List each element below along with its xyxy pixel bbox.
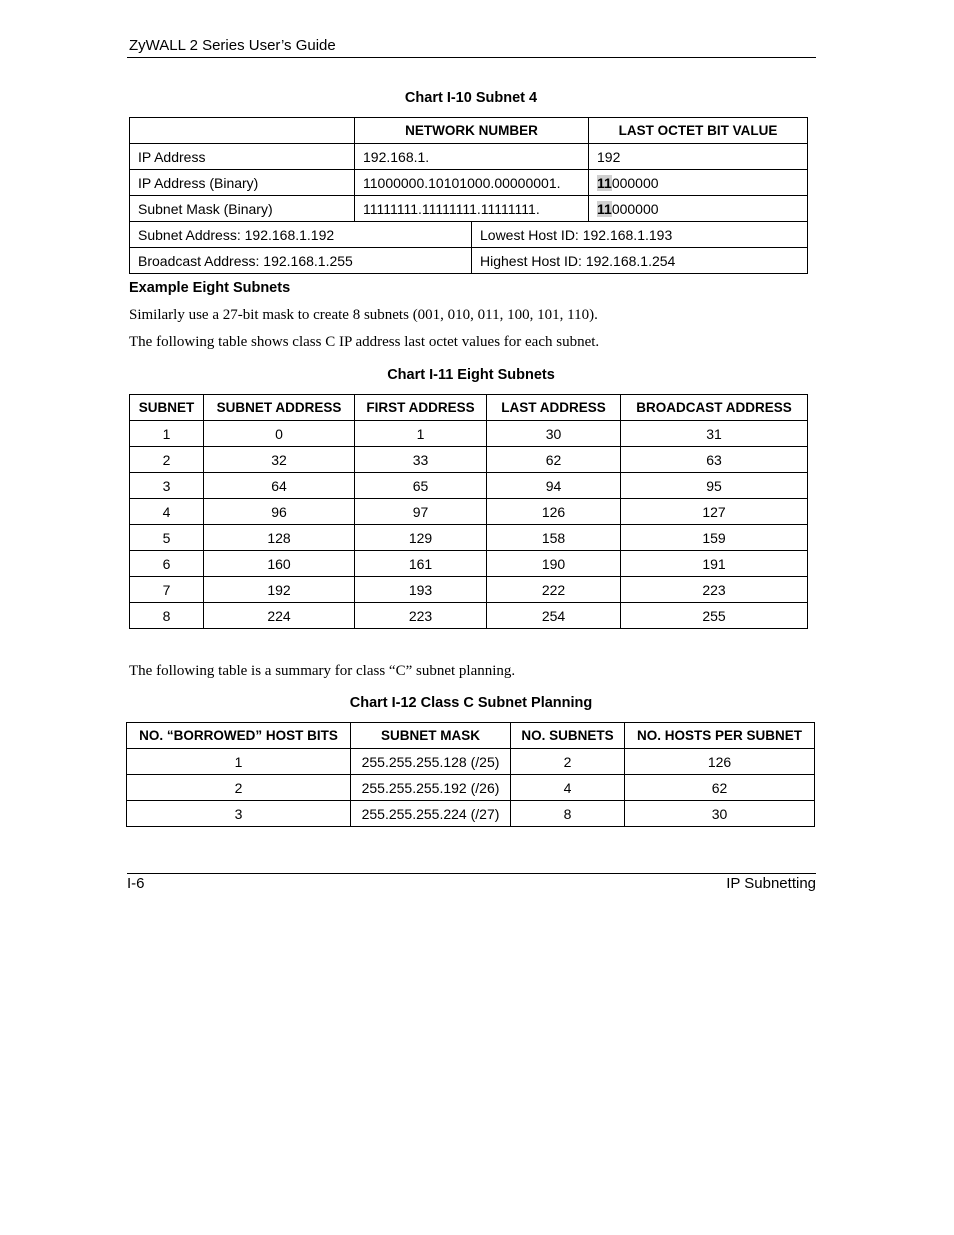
table-cell: 193 <box>355 577 487 603</box>
table-cell: 2 <box>130 447 204 473</box>
table-cell: 192 <box>589 144 808 170</box>
table-cell: 62 <box>487 447 621 473</box>
table-cell: 1 <box>355 421 487 447</box>
table-cell: 254 <box>487 603 621 629</box>
table-header-cell: SUBNET MASK <box>351 723 511 749</box>
footer-section-title: IP Subnetting <box>726 875 816 892</box>
table-header-cell: NO. “BORROWED” HOST BITS <box>127 723 351 749</box>
table-header-cell: SUBNET ADDRESS <box>204 395 355 421</box>
table-row <box>130 170 808 196</box>
table-cell: IP Address <box>130 144 355 170</box>
table-cell: 3 <box>127 801 351 827</box>
chart11-caption: Chart I-11 Eight Subnets <box>387 367 555 383</box>
table-cell: 159 <box>621 525 808 551</box>
table-cell: 2 <box>127 775 351 801</box>
table-cell: 4 <box>130 499 204 525</box>
table-header-cell: NO. HOSTS PER SUBNET <box>625 723 815 749</box>
highlighted-bits: 11 <box>597 200 612 217</box>
table-cell: 1 <box>130 421 204 447</box>
lowest-host-cell: Lowest Host ID: 192.168.1.193 <box>472 222 808 248</box>
table-cell: 0 <box>204 421 355 447</box>
table-cell <box>589 170 808 196</box>
table-cell: 63 <box>621 447 808 473</box>
table-cell: 65 <box>355 473 487 499</box>
table-cell: 129 <box>355 525 487 551</box>
remaining-bits: 000000 <box>611 200 659 217</box>
table-cell: 255 <box>621 603 808 629</box>
table-cell: 96 <box>204 499 355 525</box>
table-cell: 32 <box>204 447 355 473</box>
table-header-cell: SUBNET <box>130 395 204 421</box>
table-row <box>130 551 808 577</box>
table-cell: Subnet Mask (Binary) <box>130 196 355 222</box>
table-cell: 31 <box>621 421 808 447</box>
footer-rule <box>127 873 816 874</box>
paragraph: The following table shows class C IP address last octet values for each subnet. <box>129 334 600 350</box>
table-row <box>127 749 815 775</box>
table-cell: 8 <box>511 801 625 827</box>
table-header-row <box>130 395 808 421</box>
table-row <box>127 775 815 801</box>
table-cell: 5 <box>130 525 204 551</box>
table-cell: 3 <box>130 473 204 499</box>
chart11-table <box>129 394 808 629</box>
table-row <box>130 525 808 551</box>
table-row <box>130 248 808 274</box>
table-header-cell: BROADCAST ADDRESS <box>621 395 808 421</box>
table-cell: 255.255.255.128 (/25) <box>351 749 511 775</box>
table-cell: 255.255.255.224 (/27) <box>351 801 511 827</box>
table-row <box>130 196 808 222</box>
table-row <box>130 577 808 603</box>
chart12-table <box>126 722 815 827</box>
table-cell: 64 <box>204 473 355 499</box>
highest-host-cell: Highest Host ID: 192.168.1.254 <box>472 248 808 274</box>
broadcast-address-cell: Broadcast Address: 192.168.1.255 <box>130 248 472 274</box>
table-row <box>130 499 808 525</box>
chart10-table <box>129 117 808 274</box>
table-cell: 95 <box>621 473 808 499</box>
table-row <box>130 421 808 447</box>
table-header-cell: LAST OCTET BIT VALUE <box>589 118 808 144</box>
table-cell: 4 <box>511 775 625 801</box>
table-cell: 11000000.10101000.00000001. <box>355 170 589 196</box>
paragraph: Similarly use a 27-bit mask to create 8 subnets (001, 010, 011, 100, 101, 110). <box>129 307 598 323</box>
table-row <box>130 603 808 629</box>
table-header-cell <box>130 118 355 144</box>
table-cell <box>589 196 808 222</box>
table-row <box>130 447 808 473</box>
chart10-caption: Chart I-10 Subnet 4 <box>404 90 538 106</box>
chart12-caption: Chart I-12 Class C Subnet Planning <box>349 695 593 711</box>
table-cell: 1 <box>127 749 351 775</box>
table-cell: 7 <box>130 577 204 603</box>
table-cell: 33 <box>355 447 487 473</box>
table-cell: 223 <box>621 577 808 603</box>
highlighted-bits: 11 <box>597 174 612 191</box>
table-cell: 126 <box>487 499 621 525</box>
table-cell: 190 <box>487 551 621 577</box>
table-cell: 160 <box>204 551 355 577</box>
table-cell: 191 <box>621 551 808 577</box>
table-cell: 6 <box>130 551 204 577</box>
table-cell: 97 <box>355 499 487 525</box>
table-header-cell: NO. SUBNETS <box>511 723 625 749</box>
table-cell: 161 <box>355 551 487 577</box>
table-row <box>130 144 808 170</box>
table-cell: 126 <box>625 749 815 775</box>
table-cell: 255.255.255.192 (/26) <box>351 775 511 801</box>
table-cell: 30 <box>487 421 621 447</box>
table-cell: 224 <box>204 603 355 629</box>
table-cell: IP Address (Binary) <box>130 170 355 196</box>
table-cell: 222 <box>487 577 621 603</box>
table-row <box>130 222 808 248</box>
table-cell: 62 <box>625 775 815 801</box>
subnet-address-cell: Subnet Address: 192.168.1.192 <box>130 222 472 248</box>
section-heading: Example Eight Subnets <box>129 280 291 296</box>
table-row <box>130 473 808 499</box>
table-cell: 94 <box>487 473 621 499</box>
table-cell: 223 <box>355 603 487 629</box>
document-header-title: ZyWALL 2 Series User’s Guide <box>129 37 336 54</box>
remaining-bits: 000000 <box>611 174 659 191</box>
table-cell: 30 <box>625 801 815 827</box>
table-row <box>127 801 815 827</box>
table-cell: 128 <box>204 525 355 551</box>
table-cell: 11111111.11111111.11111111. <box>355 196 589 222</box>
table-header-cell: FIRST ADDRESS <box>355 395 487 421</box>
table-header-cell: LAST ADDRESS <box>487 395 621 421</box>
table-header-row <box>127 723 815 749</box>
table-cell: 192.168.1. <box>355 144 589 170</box>
table-cell: 2 <box>511 749 625 775</box>
table-cell: 127 <box>621 499 808 525</box>
paragraph: The following table is a summary for class “C” subnet planning. <box>129 663 516 679</box>
table-cell: 158 <box>487 525 621 551</box>
table-header-row <box>130 118 808 144</box>
table-cell: 8 <box>130 603 204 629</box>
table-header-cell: NETWORK NUMBER <box>355 118 589 144</box>
table-cell: 192 <box>204 577 355 603</box>
header-rule <box>127 57 816 58</box>
page-number: I-6 <box>127 875 145 892</box>
